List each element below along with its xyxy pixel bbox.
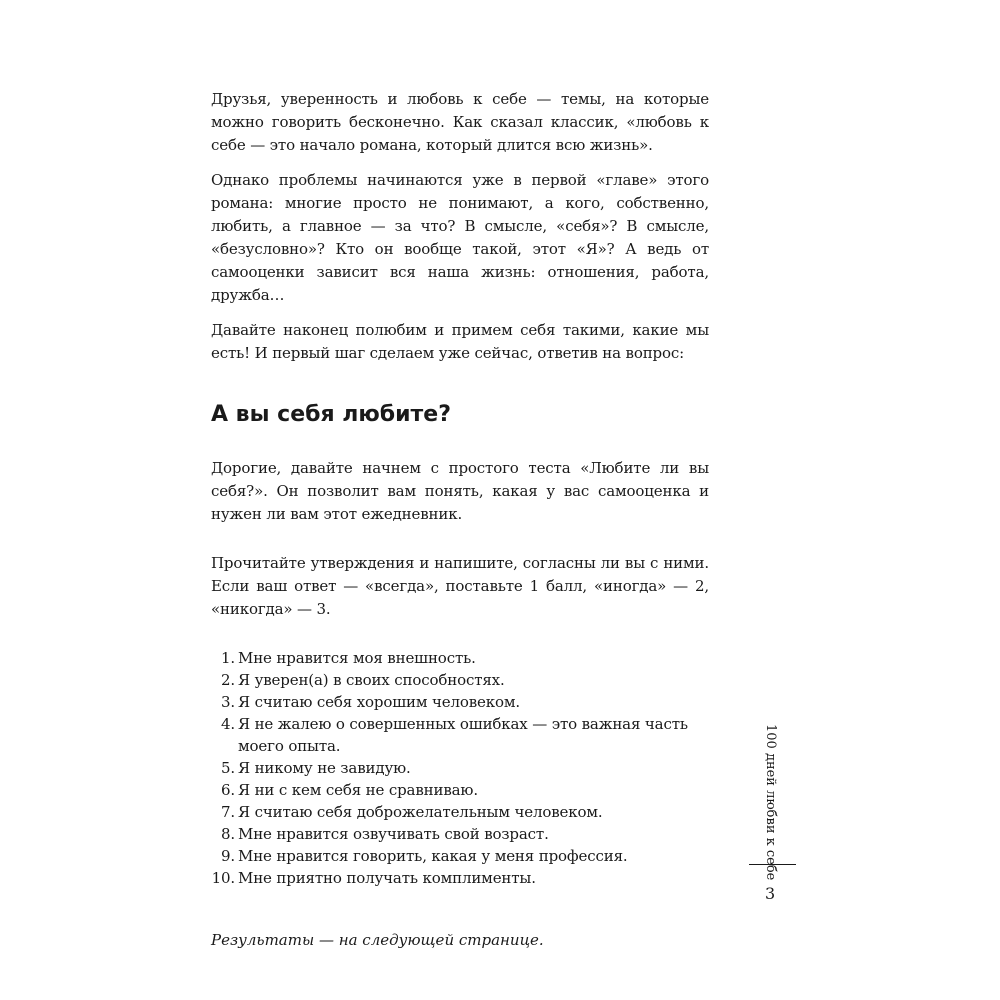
item-number: 10. (211, 869, 235, 887)
section-paragraph-2: Прочитайте утверждения и напишите, согласны ли вы с ними. Если ваш ответ — «всегда», поставьте 1 балл, «иногда» — 2, «никогда» — 3. (211, 554, 709, 618)
item-number: 9. (220, 847, 235, 865)
item-text: Мне нравится озвучивать свой возраст. (238, 825, 549, 843)
intro-paragraph-1: Друзья, уверенность и любовь к себе — темы, на которые можно говорить бесконечно. Как сказал классик, «любовь к себе — это начало романа, который длится всю жизнь». (211, 90, 709, 154)
statements-list (211, 647, 709, 889)
intro-paragraph-2: Однако проблемы начинаются уже в первой «главе» этого романа: многие просто не понимают, а кого, собственно, любить, а главное — за что? В смысле, «себя»? В смысле, «безусловно»? Кто он вообще такой, этот «Я»? А ведь от самооценки зависит вся наша жизнь: отношения, работа, дружба… (211, 171, 709, 304)
item-text: Я считаю себя доброжелательным человеком. (238, 803, 603, 821)
item-text: Я ни с кем себя не сравниваю. (238, 781, 478, 799)
list-item (211, 647, 709, 669)
list-item (211, 779, 709, 801)
divider (749, 864, 796, 865)
list-item (211, 669, 709, 691)
item-text: Мне приятно получать комплименты. (238, 869, 536, 887)
results-note: Результаты — на следующей странице. (211, 931, 544, 949)
item-number: 4. (220, 715, 235, 733)
item-number: 6. (220, 781, 235, 799)
item-text: Я никому не завидую. (238, 759, 411, 777)
intro-paragraph-3: Давайте наконец полюбим и примем себя такими, какие мы есть! И первый шаг сделаем уже сейчас, ответив на вопрос: (211, 321, 709, 362)
list-item (211, 691, 709, 713)
item-text: Мне нравится моя внешность. (238, 649, 476, 667)
item-number: 1. (220, 649, 235, 667)
list-item (211, 757, 709, 779)
item-number: 3. (220, 693, 235, 711)
section-heading: А вы себя любите? (211, 402, 451, 427)
item-text: Я считаю себя хорошим человеком. (238, 693, 521, 711)
item-text: Я не жалею о совершенных ошибках — это важная часть моего опыта. (238, 715, 688, 755)
item-text: Мне нравится говорить, какая у меня профессия. (238, 847, 628, 865)
item-number: 5. (220, 759, 235, 777)
list-item (211, 845, 709, 867)
list-item (211, 801, 709, 823)
list-item (211, 713, 709, 757)
item-text: Я уверен(а) в своих способностях. (238, 671, 505, 689)
item-number: 8. (220, 825, 235, 843)
page-number: 3 (765, 884, 776, 903)
page-content (211, 88, 709, 951)
item-number: 7. (220, 803, 235, 821)
list-item (211, 823, 709, 845)
item-number: 2. (220, 671, 235, 689)
running-head: 100 дней любви к себе (763, 724, 778, 881)
section-paragraph-1: Дорогие, давайте начнем с простого теста «Любите ли вы себя?». Он позволит вам понять, какая у вас самооценка и нужен ли вам этот ежедневник. (211, 459, 709, 523)
list-item (211, 867, 709, 889)
